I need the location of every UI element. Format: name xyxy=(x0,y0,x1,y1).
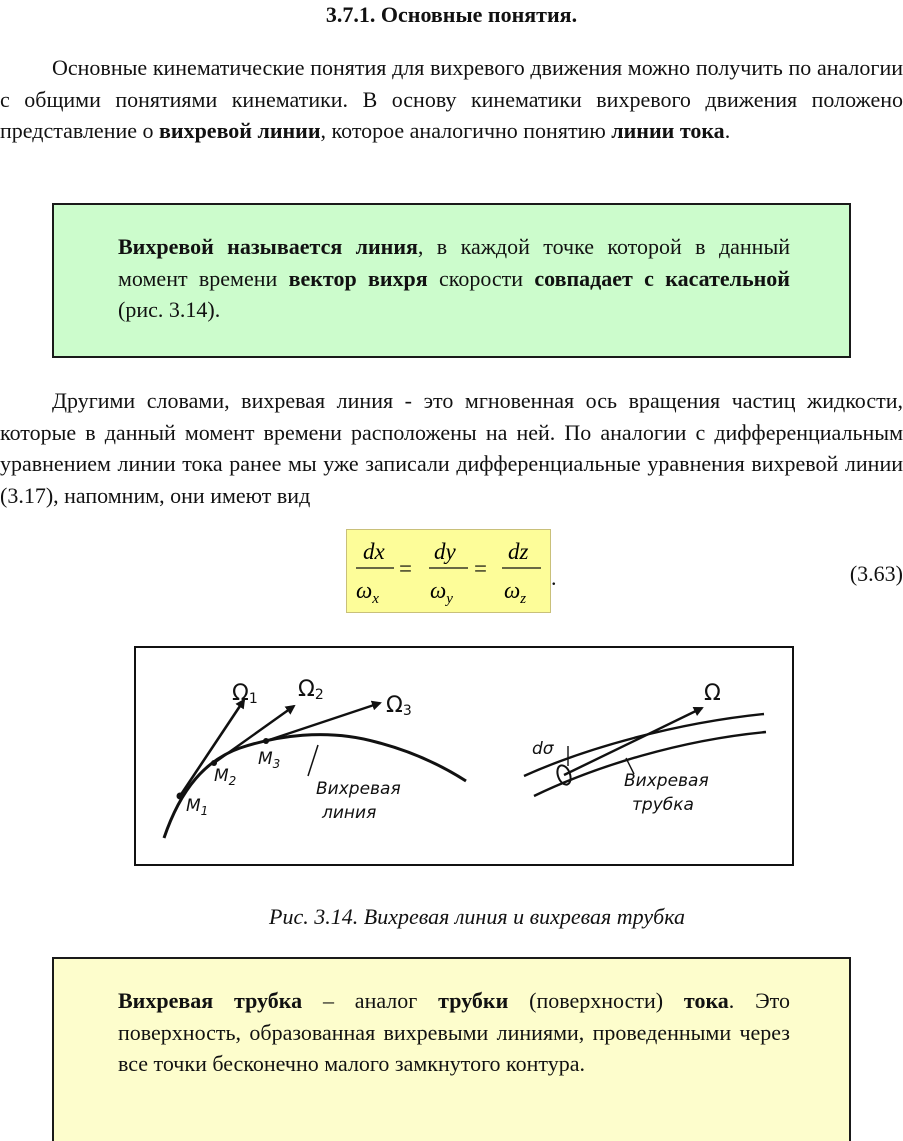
text-run: – аналог xyxy=(302,988,439,1013)
equation-number: (3.63) xyxy=(849,561,903,586)
vortex-tube-definition xyxy=(118,985,790,1080)
label-vortex-tube-2: трубка xyxy=(632,795,694,815)
text-run: Другими словами, вихревая линия - это мгновенная ось вращения частиц жидкости, которые в данный момент времени расположены на ней. По аналогии с дифференциальным уравнением линии тока ранее мы уже записали дифференциальные уравнения вихревой линии (3.17), напомним, они имеют вид xyxy=(0,388,903,508)
label-omega3: Ω3 xyxy=(386,693,412,719)
label-vortex-line-1: Вихревая xyxy=(316,779,401,799)
numerator-dy: dy xyxy=(434,539,456,564)
text-run: , которое аналогично понятию xyxy=(320,118,612,143)
denominator-omega-y: $\omega_y$ xyxy=(430,578,453,607)
label-m3: $M_3$ xyxy=(258,749,281,771)
text-run: (рис. 3.14). xyxy=(118,297,221,322)
denominator-omega-x: $\omega_x$ xyxy=(356,578,379,607)
text-run: трубки xyxy=(438,988,509,1013)
definition-box xyxy=(52,203,851,358)
line-label-leader xyxy=(308,745,318,776)
text-run: совпадает с касательной xyxy=(534,265,790,291)
vortex-line-equation xyxy=(346,529,551,613)
label-m1: $M_1$ xyxy=(186,796,209,818)
equals-sign-1: = xyxy=(399,556,412,581)
text-run: тока xyxy=(683,988,729,1013)
denominator-omega-z: $\omega_z$ xyxy=(504,578,527,607)
text-run: , в каждой точке которой в данный момент времени xyxy=(118,234,790,291)
label-omega1: Ω1 xyxy=(232,681,258,707)
label-omega2: Ω2 xyxy=(298,677,324,703)
vortex-line-definition xyxy=(118,231,790,326)
text-run: Вихревой называется линия xyxy=(118,234,418,259)
text-run: Вихревая трубка xyxy=(118,988,303,1013)
vortex-diagram xyxy=(136,648,792,864)
label-m2: $M_2$ xyxy=(214,766,237,788)
figure-caption: Рис. 3.14. Вихревая линия и вихревая трубка xyxy=(269,904,685,929)
label-dsigma: dσ xyxy=(532,739,554,759)
text-run: (поверхности) xyxy=(508,988,684,1013)
intro-paragraph xyxy=(0,52,903,147)
explanation-paragraph xyxy=(0,385,903,511)
numerator-dz: dz xyxy=(508,539,529,564)
equals-sign-2: = xyxy=(474,556,487,581)
text-run: . Это поверхность, образованная вихревыми линиями, проведенными через все точки бесконечно малого замкнутого контура. xyxy=(118,988,790,1076)
label-vortex-tube-1: Вихревая xyxy=(624,771,709,791)
text-run: вихревой линии xyxy=(159,118,321,143)
label-omega-tube: Ω xyxy=(704,681,721,706)
formula-period: . xyxy=(551,565,557,590)
section-heading: 3.7.1. Основные понятия. xyxy=(325,2,578,27)
numerator-dx: dx xyxy=(363,539,385,564)
text-run: . xyxy=(724,118,731,143)
tube-definition-box xyxy=(52,957,851,1141)
text-run: линии тока xyxy=(611,118,725,143)
label-vortex-line-2: линия xyxy=(322,803,377,823)
vector-omega-tube xyxy=(564,708,702,775)
text-run: Основные кинематические понятия для вихревого движения можно получить по аналогии с общими понятиями кинематики. В основу кинематики вихревого движения положено представление о xyxy=(0,55,903,143)
text-run: вектор вихря xyxy=(288,265,428,291)
text-run: скорости xyxy=(427,265,535,291)
figure-3-14 xyxy=(134,646,794,866)
